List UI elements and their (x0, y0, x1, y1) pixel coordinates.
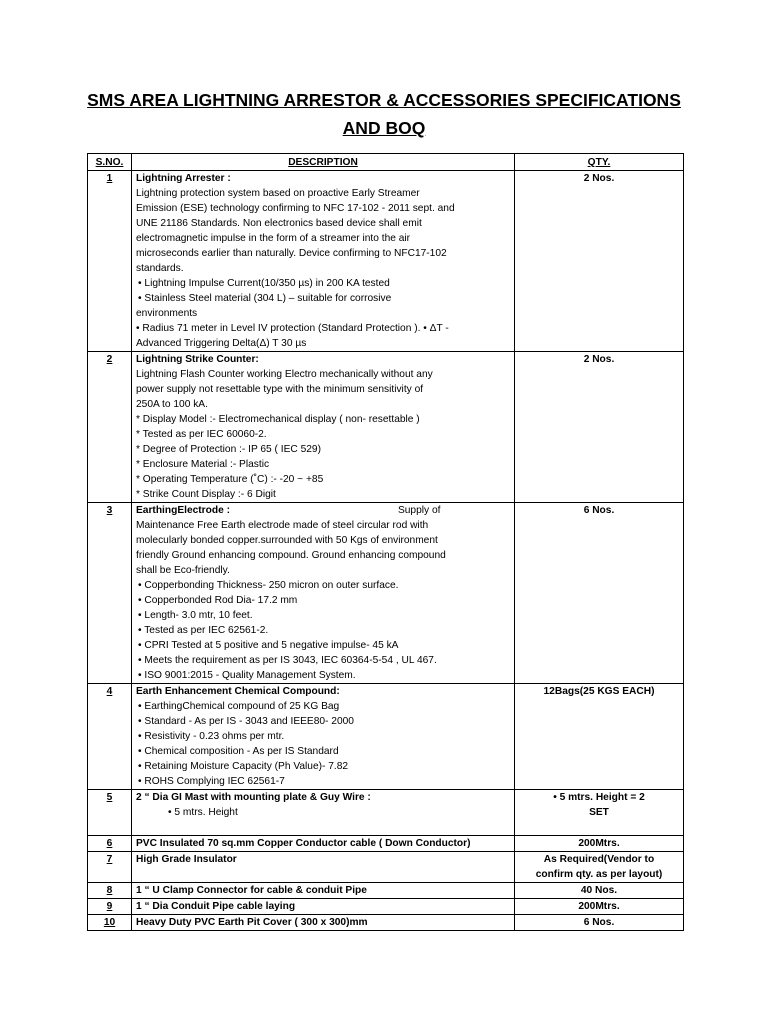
bullet-continuation: Advanced Triggering Delta(Δ) T 30 µs (136, 338, 307, 349)
desc-line: 250A to 100 kA. (136, 399, 208, 410)
desc-line: UNE 21186 Standards. Non electronics based device shall emit (136, 218, 422, 229)
item-heading: Lightning Arrester : (136, 173, 231, 184)
row-description: Heavy Duty PVC Earth Pit Cover ( 300 x 300)mm (132, 915, 515, 931)
row-qty: 40 Nos. (515, 883, 684, 899)
bullet-item: • Lightning Impulse Current(10/350 µs) in 200 KA tested (138, 278, 390, 289)
bullet-item: • ISO 9001:2015 - Quality Management System. (138, 670, 356, 681)
header-sno: S.NO. (88, 154, 132, 171)
bullet-item: • Copperbonding Thickness- 250 micron on outer surface. (138, 580, 399, 591)
row-description (132, 684, 515, 790)
item-heading: 2 “ Dia GI Mast with mounting plate & Guy Wire : (136, 792, 371, 803)
table-header-row (88, 154, 684, 171)
item-heading: Lightning Strike Counter: (136, 354, 259, 365)
row-qty: 12Bags(25 KGS EACH) (515, 684, 684, 790)
document-title (60, 86, 708, 142)
desc-line: standards. (136, 263, 184, 274)
bullet-item: • Retaining Moisture Capacity (Ph Value)- 7.82 (138, 761, 349, 772)
row-qty: 200Mtrs. (515, 836, 684, 852)
desc-line: Lightning protection system based on proactive Early Streamer (136, 188, 420, 199)
item-heading: Earth Enhancement Chemical Compound: (136, 686, 340, 697)
desc-line: Maintenance Free Earth electrode made of steel circular rod with (136, 520, 429, 531)
bullet-item: • Radius 71 meter in Level IV protection (Standard Protection ). • ΔT - (136, 323, 449, 334)
row-qty (515, 852, 684, 883)
row-spacer (136, 820, 510, 835)
row-qty: 2 Nos. (515, 171, 684, 352)
item-heading: EarthingElectrode : (136, 505, 230, 516)
qty-line: • 5 mtrs. Height = 2 (553, 792, 645, 803)
bullet-item: • 5 mtrs. Height (168, 807, 238, 818)
table-row (88, 352, 684, 503)
table-row (88, 790, 684, 836)
row-qty: 6 Nos. (515, 915, 684, 931)
row-sno: 2 (88, 352, 132, 503)
desc-line: molecularly bonded copper.surrounded with 50 Kgs of environment (136, 535, 438, 546)
bullet-item: • Meets the requirement as per IS 3043, IEC 60364-5-54 , UL 467. (138, 655, 437, 666)
row-sno: 10 (88, 915, 132, 931)
bullet-item: • Standard - As per IS - 3043 and IEEE80- 2000 (138, 716, 354, 727)
qty-line: SET (589, 807, 609, 818)
row-qty (515, 790, 684, 836)
row-description (132, 503, 515, 684)
row-qty: 200Mtrs. (515, 899, 684, 915)
heading-suffix: Supply of (397, 505, 441, 516)
bullet-item: • Resistivity - 0.23 ohms per mtr. (138, 731, 285, 742)
qty-line: As Required(Vendor to (543, 854, 655, 865)
bullet-item: * Degree of Protection :- IP 65 ( IEC 529) (136, 444, 321, 455)
row-description: 1 “ U Clamp Connector for cable & conduit Pipe (132, 883, 515, 899)
desc-line: power supply not resettable type with the minimum sensitivity of (136, 384, 424, 395)
bullet-item: • EarthingChemical compound of 25 KG Bag (138, 701, 340, 712)
table-row (88, 899, 684, 915)
bullet-item: • Stainless Steel material (304 L) – suitable for corrosive (138, 293, 392, 304)
qty-line: confirm qty. as per layout) (535, 869, 663, 880)
title-line-2: AND BOQ (342, 118, 426, 138)
boq-table (87, 153, 684, 931)
row-sno: 6 (88, 836, 132, 852)
bullet-item: * Strike Count Display :- 6 Digit (136, 489, 276, 500)
bullet-item: • Tested as per IEC 62561-2. (138, 625, 269, 636)
table-row (88, 915, 684, 931)
item-heading-line (136, 503, 510, 518)
table-row (88, 171, 684, 352)
bullet-item: * Operating Temperature (˚C) :- -20 ~ +85 (136, 474, 324, 485)
row-sno: 1 (88, 171, 132, 352)
header-qty: QTY. (515, 154, 684, 171)
row-sno: 8 (88, 883, 132, 899)
row-qty: 6 Nos. (515, 503, 684, 684)
table-row (88, 684, 684, 790)
row-description (132, 352, 515, 503)
row-sno: 3 (88, 503, 132, 684)
desc-line: shall be Eco-friendly. (136, 565, 230, 576)
header-description: DESCRIPTION (132, 154, 515, 171)
row-sno: 7 (88, 852, 132, 883)
row-qty: 2 Nos. (515, 352, 684, 503)
desc-line: Emission (ESE) technology confirming to NFC 17-102 - 2011 sept. and (136, 203, 455, 214)
bullet-item: * Tested as per IEC 60060-2. (136, 429, 267, 440)
bullet-continuation: environments (136, 308, 198, 319)
table-row (88, 503, 684, 684)
row-description: High Grade Insulator (132, 852, 515, 883)
row-sno: 9 (88, 899, 132, 915)
bullet-item: • ROHS Complying IEC 62561-7 (138, 776, 285, 787)
table-row (88, 883, 684, 899)
desc-line: Lightning Flash Counter working Electro mechanically without any (136, 369, 433, 380)
bullet-item: • CPRI Tested at 5 positive and 5 negative impulse- 45 kA (138, 640, 399, 651)
bullet-item: • Length- 3.0 mtr, 10 feet. (138, 610, 253, 621)
row-description (132, 171, 515, 352)
row-description (132, 790, 515, 836)
bullet-item: • Chemical composition - As per IS Standard (138, 746, 339, 757)
desc-line: friendly Ground enhancing compound. Ground enhancing compound (136, 550, 446, 561)
desc-line: microseconds earlier than naturally. Device confirming to NFC17-102 (136, 248, 447, 259)
bullet-item: * Enclosure Material :- Plastic (136, 459, 270, 470)
table-row (88, 836, 684, 852)
row-sno: 5 (88, 790, 132, 836)
table-row (88, 852, 684, 883)
bullet-item: * Display Model :- Electromechanical display ( non- resettable ) (136, 414, 420, 425)
row-description: 1 “ Dia Conduit Pipe cable laying (132, 899, 515, 915)
bullet-item: • Copperbonded Rod Dia- 17.2 mm (138, 595, 298, 606)
title-line-1: SMS AREA LIGHTNING ARRESTOR & ACCESSORIES SPECIFICATIONS (87, 90, 681, 110)
desc-line: electromagnetic impulse in the form of a streamer into the air (136, 233, 411, 244)
row-description: PVC Insulated 70 sq.mm Copper Conductor cable ( Down Conductor) (132, 836, 515, 852)
row-sno: 4 (88, 684, 132, 790)
